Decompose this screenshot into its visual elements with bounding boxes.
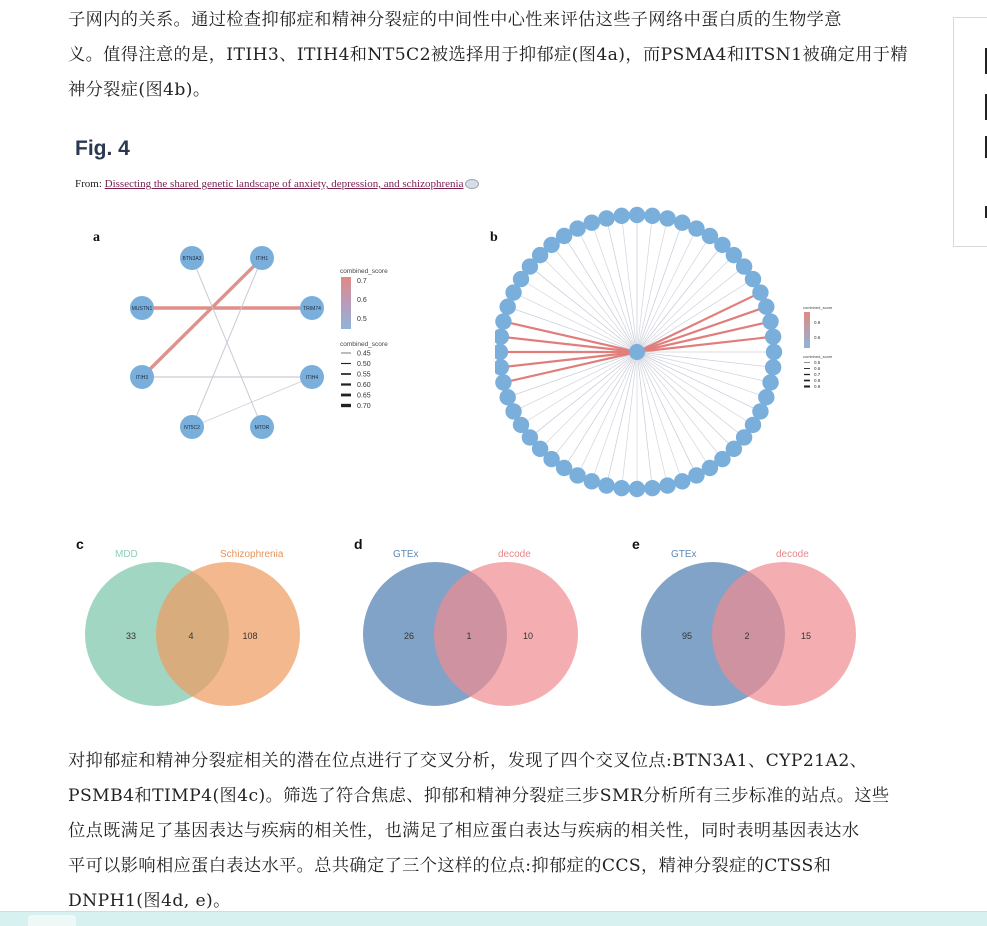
network-node <box>762 374 778 390</box>
network-node <box>752 284 768 300</box>
legend-title: combined_score <box>340 268 388 275</box>
paragraph-line: 子网内的关系。通过检查抑郁症和精神分裂症的中间性中心性来评估这些子网络中蛋白质的生物学意 <box>68 10 842 30</box>
paragraph-line: 对抑郁症和精神分裂症相关的潜在位点进行了交叉分析，发现了四个交叉位点:BTN3A1、CYP21A2、 <box>68 751 868 771</box>
network-node <box>584 214 600 230</box>
venn-left-count: 95 <box>681 631 693 641</box>
network-node-label: BTN3A3 <box>182 256 202 262</box>
network-edge <box>637 352 667 486</box>
panel-b-legend <box>800 302 860 402</box>
venn-d <box>354 536 578 706</box>
legend-colorbar <box>341 277 351 329</box>
network-edge <box>637 352 734 449</box>
network-edge <box>503 352 637 382</box>
venn-left-name: MDD <box>115 549 138 560</box>
legend-title: combined_score <box>803 354 833 359</box>
network-node <box>758 299 774 315</box>
network-node <box>569 220 585 236</box>
network-node-label: NT5C2 <box>184 425 200 431</box>
network-edge <box>637 352 766 397</box>
external-link-icon[interactable] <box>465 179 479 189</box>
network-node <box>765 359 781 375</box>
paragraph-top <box>68 3 918 108</box>
venn-right-set <box>156 562 300 706</box>
network-edge <box>637 218 667 352</box>
venn-right-name: decode <box>776 549 809 560</box>
network-node <box>495 313 511 329</box>
venn-right-set <box>712 562 856 706</box>
venn-e <box>632 536 856 706</box>
legend-tick-label: 0.45 <box>357 350 371 358</box>
venn-diagrams <box>60 535 880 715</box>
network-node <box>495 359 509 375</box>
network-node <box>584 473 600 489</box>
bottom-tab[interactable] <box>28 915 76 926</box>
network-edge <box>540 255 637 352</box>
venn-left-name: GTEx <box>671 549 697 560</box>
figure-source <box>75 178 479 190</box>
network-node <box>674 214 690 230</box>
network-node <box>505 403 521 419</box>
venn-intersection-count: 4 <box>188 631 194 641</box>
network-node <box>613 480 629 496</box>
network-node <box>495 328 509 344</box>
network-node <box>766 344 782 360</box>
venn-right-name: decode <box>498 549 531 560</box>
from-label: From: <box>75 178 105 190</box>
network-node <box>598 477 614 493</box>
venn-right-count: 15 <box>800 631 812 641</box>
venn-right-count: 10 <box>522 631 534 641</box>
paragraph-bottom <box>68 744 918 919</box>
legend-tick-label: 0.6 <box>814 335 821 340</box>
network-node <box>644 480 660 496</box>
legend-tick-label: 0.9 <box>814 320 821 325</box>
network-node <box>762 313 778 329</box>
panel-b-network <box>495 200 785 505</box>
network-edge <box>637 255 734 352</box>
legend-tick-label: 0.5 <box>357 316 367 323</box>
network-node <box>495 344 508 360</box>
legend-tick-label: 0.60 <box>357 382 371 389</box>
network-edge <box>637 352 682 481</box>
network-edge <box>540 352 637 449</box>
venn-right-count: 108 <box>242 631 258 641</box>
venn-c <box>76 536 300 706</box>
paragraph-line: 位点既满足了基因表达与疾病的相关性，也满足了相应蛋白表达与疾病的相关性，同时表明基因表达水 <box>68 821 860 841</box>
network-node <box>499 389 515 405</box>
legend-tick-label: 0.70 <box>357 403 371 410</box>
legend-tick-label: 0.8 <box>814 378 821 383</box>
venn-left-name: GTEx <box>393 549 419 560</box>
legend-tick-label: 0.6 <box>357 297 367 304</box>
panel-label: c <box>76 536 84 552</box>
network-node <box>644 208 660 224</box>
network-node-label: ITIH3 <box>135 375 149 381</box>
venn-left-count: 26 <box>403 631 415 641</box>
network-edge <box>607 352 637 486</box>
network-node <box>495 374 511 390</box>
network-node <box>629 481 645 497</box>
network-node <box>758 389 774 405</box>
venn-right-set <box>434 562 578 706</box>
panel-a-edges <box>142 258 312 427</box>
network-node <box>659 210 675 226</box>
network-node-label: ITIH1 <box>255 256 269 262</box>
network-edge <box>637 352 771 382</box>
panel-label: e <box>632 536 640 552</box>
network-edge <box>637 352 722 459</box>
paragraph-line: 义。值得注意的是，ITIH3、ITIH4和NT5C2被选择用于抑郁症(图4a)，而PSMA4和ITSN1被确定用于精 <box>68 45 908 65</box>
legend-tick-label: 0.7 <box>357 278 367 285</box>
legend-tick-label: 0.55 <box>357 371 371 379</box>
figure-title: Fig. 4 <box>75 137 130 160</box>
paragraph-line: 平可以影响相应蛋白表达水平。总共确定了三个这样的位点:抑郁症的CCS，精神分裂症的CTSS和 <box>68 856 832 876</box>
network-node <box>674 473 690 489</box>
panel-a-label: a <box>93 230 100 245</box>
paragraph-line: DNPH1(图4d, e)。 <box>68 891 231 911</box>
network-node <box>688 467 704 483</box>
legend-tick-label: 0.50 <box>357 361 371 368</box>
legend-title: combined_score <box>340 341 388 348</box>
legend-title: combined_score <box>803 305 833 310</box>
legend-tick-label: 0.5 <box>814 360 821 365</box>
network-node-label: ITIH4 <box>305 375 319 381</box>
panel-a-legend <box>335 262 425 422</box>
network-node <box>659 477 675 493</box>
legend-tick-label: 0.6 <box>814 366 821 371</box>
legend-colorbar <box>804 312 810 348</box>
network-node <box>613 208 629 224</box>
bottom-toolbar <box>0 911 987 926</box>
side-widget[interactable] <box>953 17 987 247</box>
network-node <box>629 207 645 223</box>
network-edge <box>503 322 637 352</box>
paragraph-line: PSMB4和TIMP4(图4c)。筛选了符合焦虑、抑郁和精神分裂症三步SMR分析所有三步标准的站点。这些 <box>68 786 890 806</box>
venn-intersection-count: 1 <box>466 631 472 641</box>
network-edge <box>637 352 744 437</box>
panel-b-label: b <box>490 230 498 245</box>
legend-tick-label: 0.9 <box>814 384 821 389</box>
network-node-label: MUSTN1 <box>131 306 153 312</box>
network-edge <box>592 223 637 352</box>
network-node-label: MTOR <box>254 425 270 431</box>
network-hub-node <box>629 344 645 360</box>
network-edge <box>607 218 637 352</box>
network-node <box>499 299 515 315</box>
network-edge <box>637 322 771 352</box>
venn-right-name: Schizophrenia <box>220 549 284 560</box>
network-node-label: TRIM74 <box>303 306 321 312</box>
venn-left-count: 33 <box>125 631 137 641</box>
network-edge <box>142 258 262 377</box>
network-node <box>765 328 781 344</box>
network-node <box>598 210 614 226</box>
network-edge <box>592 352 637 481</box>
venn-intersection-count: 2 <box>744 631 750 641</box>
legend-tick-label: 0.7 <box>814 372 821 377</box>
source-article-link[interactable]: Dissecting the shared genetic landscape of anxiety, depression, and schizophrenia <box>104 178 464 190</box>
legend-tick-label: 0.65 <box>357 392 371 400</box>
panel-label: d <box>354 536 363 552</box>
paragraph-line: 神分裂症(图4b)。 <box>68 80 211 100</box>
